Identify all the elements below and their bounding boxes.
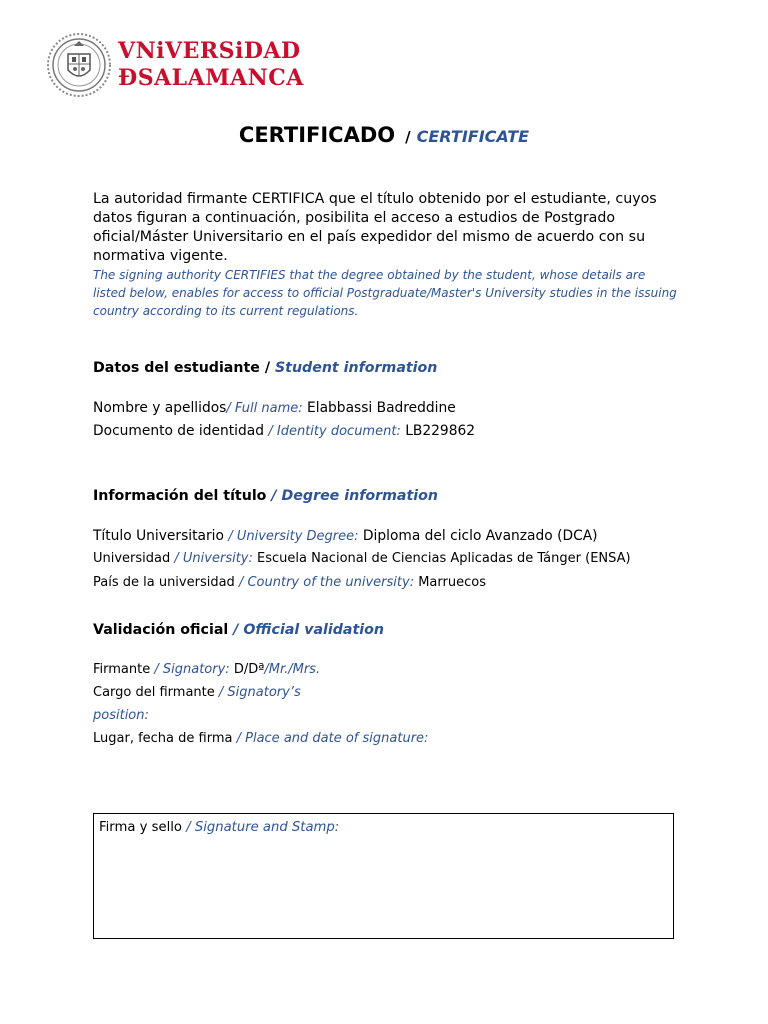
signature-label-en: / Signature and Stamp: [186, 820, 340, 835]
university-label-en: / University: [174, 551, 253, 566]
validation-heading-en: / Official validation [233, 622, 384, 638]
identity-value: LB229862 [405, 423, 476, 439]
university-value: Escuela Nacional de Ciencias Aplicadas de Tánger (ENSA) [257, 551, 631, 566]
degree-info-heading [93, 488, 438, 504]
place-label-en: / Place and date of signature: [236, 731, 429, 746]
title-en: CERTIFICATE [416, 127, 530, 146]
place-date-row [93, 731, 428, 746]
validation-heading [93, 622, 384, 638]
signatory-value-en: /Mr./Mrs. [264, 662, 321, 677]
country-row [93, 575, 486, 590]
full-name-value: Elabbassi Badreddine [307, 400, 456, 416]
university-seal-icon [46, 32, 112, 98]
signatory-label-es: Firmante [93, 662, 151, 677]
signatory-row [93, 662, 320, 677]
signature-box-label [99, 820, 339, 835]
degree-heading-es: Información del título [93, 488, 267, 504]
student-heading-en: Student information [274, 360, 438, 376]
full-name-row [93, 400, 456, 416]
university-row [93, 551, 631, 566]
document-title [0, 123, 768, 147]
student-heading-es: Datos del estudiante / [93, 360, 275, 376]
identity-label-es: Documento de identidad [93, 423, 264, 439]
position-label-en-cont: position: [93, 708, 149, 723]
country-value: Marruecos [418, 575, 486, 590]
signatory-label-en: / Signatory: [154, 662, 230, 677]
degree-heading-en: / Degree information [271, 488, 438, 504]
full-name-label-es: Nombre y apellidos [93, 400, 227, 416]
signatory-value: D/Dª [233, 662, 265, 677]
signature-stamp-box [93, 813, 674, 939]
title-separator: / [405, 128, 411, 146]
validation-heading-es: Validación oficial [93, 622, 229, 638]
university-name-line-1: VNiVERSiDAD [118, 38, 301, 64]
position-label-es: Cargo del firmante [93, 685, 215, 700]
position-label-en: / Signatory’s [218, 685, 301, 700]
full-name-label-en: / Full name: [226, 401, 303, 416]
university-label-es: Universidad [93, 551, 171, 566]
student-info-heading [93, 360, 437, 376]
title-es: CERTIFICADO [238, 123, 396, 147]
intro-text-en: The signing authority CERTIFIES that the degree obtained by the student, whose details are listed below, enables for access to official Postgraduate/Master's University studies in the issuing country according to its current regulations. [93, 268, 677, 318]
identity-label-en: / Identity document: [268, 424, 401, 439]
country-label-en: / Country of the university: [238, 575, 415, 590]
degree-label-es: Título Universitario [93, 528, 224, 544]
university-name [118, 38, 304, 92]
signature-label-es: Firma y sello [99, 820, 182, 835]
signatory-position-row-cont [93, 708, 149, 723]
identity-document-row [93, 423, 475, 439]
signatory-position-row [93, 685, 301, 700]
degree-value: Diploma del ciclo Avanzado (DCA) [362, 528, 598, 544]
university-name-line-2: ÐSALAMANCA [118, 65, 304, 91]
degree-label-en: / University Degree: [228, 529, 359, 544]
country-label-es: País de la universidad [93, 575, 235, 590]
university-degree-row [93, 528, 598, 544]
place-label-es: Lugar, fecha de firma [93, 731, 233, 746]
intro-text-es: La autoridad firmante CERTIFICA que el título obtenido por el estudiante, cuyos datos figuran a continuación, posibilita el acceso a estudios de Postgrado oficial/Máster Universitario en el país expedidor del mismo de acuerdo con su normativa vigente. [93, 191, 657, 264]
university-logo [46, 32, 306, 98]
